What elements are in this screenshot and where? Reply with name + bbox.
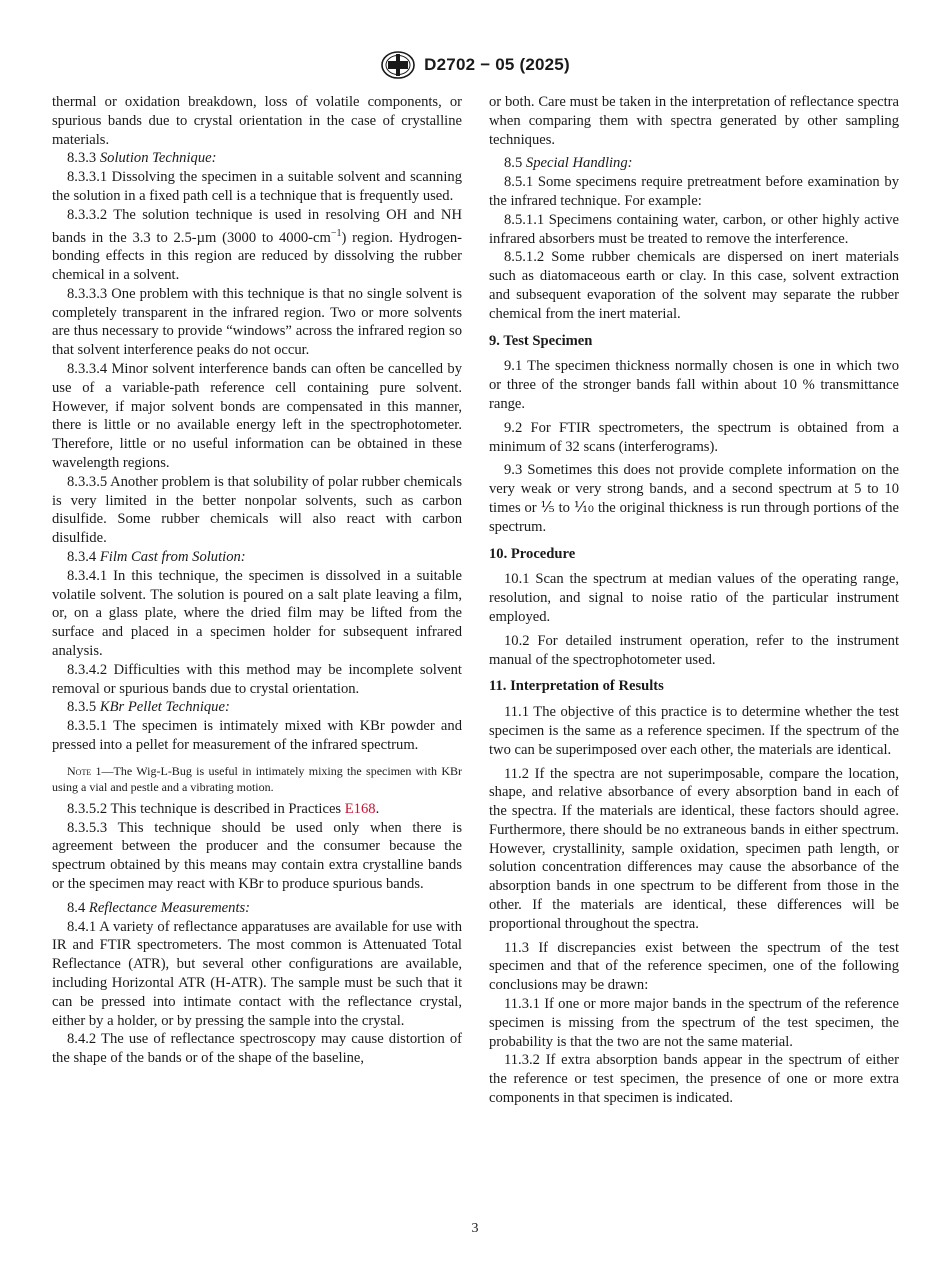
section-title: 10. Procedure: [489, 545, 576, 562]
paragraph: 8.3.3.2 The solution technique is used in resolving OH and NH bands in the 3.3 to 2.5-µm (3000 to $4000-cm^{-1}$) region. Hydrogen-bonding effects in this region are reduced by dissolving the rubber chemical in a solvent.: [52, 206, 462, 284]
paragraph: 8.3.3.4 Minor solvent interference bands can often be cancelled by use of a variable-path reference cell containing pure solvent. However, if major solvent bonds are compensated in this manner, there is little or no available energy left in the spectrophotometer. Therefore, little or no useful information can be obtained in these wavelength regions.: [52, 361, 462, 471]
paragraph: 8.4.1 A variety of reflectance apparatuses are available for use with IR and FTIR spectrometers. The most common is Attenuated Total Reflectance (ATR), but several other configurations are available, including Horizontal ATR (H-ATR). The sample must be such that it can be pressed into intimate contact with the reflectance crystal, either by a holder, or by pressing the sample into the crystal.: [52, 918, 462, 1029]
right-column: [489, 93, 899, 1108]
paragraph: 8.3.3.1 Dissolving the specimen in a suitable solvent and scanning the solution in a fixed path cell is a technique that is frequently used.: [52, 169, 462, 204]
section-heading: 8.3.3 Solution Technique:: [67, 150, 217, 167]
paragraph: 11.2 If the spectra are not superimposable, compare the location, shape, and relative absorbance of every absorption band in each of the spectra. If the materials are identical, these factors should agree. Furthermore, there should be no extraneous bands in either spectrum. However, crystallinity, sample oxidation, specimen path length, or solution concentration differences may cause the absorbance of the absorption bands in one spectrum to be different from those in the other. If the materials are identical, these differences will be proportional throughout the spectra.: [489, 765, 899, 932]
paragraph: 9.2 For FTIR spectrometers, the spectrum is obtained from a minimum of 32 scans (interferograms).: [489, 419, 899, 455]
paragraph: 8.3.5.3 This technique should be used only when there is agreement between the producer and the consumer because the spectrum obtained by this means may contain extra crystalline bands or the specimen may react with KBr to produce spurious bands.: [52, 819, 462, 892]
paragraph: 11.3 If discrepancies exist between the spectrum of the test specimen and that of the reference specimen, one of the following conclusions may be drawn:: [489, 939, 899, 994]
paragraph: 9.1 The specimen thickness normally chosen is one in which two or three of the stronger bands fall within about 10 % transmittance range.: [489, 358, 899, 412]
paragraph: thermal or oxidation breakdown, loss of volatile components, or spurious bands due to crystal orientation in the case of crystalline materials.: [52, 94, 462, 148]
paragraph: 11.3.1 If one or more major bands in the spectrum of the reference specimen is missing from the spectrum of the test specimen, the probability is that the two are not the same material.: [489, 996, 899, 1050]
document-code: D2702 − 05 (2025): [424, 55, 570, 74]
page-header: [0, 50, 950, 80]
paragraph: 8.3.3.5 Another problem is that solubility of polar rubber chemicals is very limited in the better nonpolar solvents, such as carbon disulfide. Some rubber chemicals will also react with carbon disulfide.: [52, 473, 462, 547]
paragraph: 8.4.2 The use of reflectance spectroscopy may cause distortion of the shape of the bands or of the shape of the baseline,: [52, 1031, 462, 1067]
section-title: 11. Interpretation of Results: [489, 678, 664, 695]
section-heading: 8.3.4 Film Cast from Solution:: [67, 548, 246, 565]
paragraph: or both. Care must be taken in the interpretation of reflectance spectra when comparing them with spectra generated by other sampling techniques.: [489, 94, 899, 148]
note: Note 1—The Wig-L-Bug is useful in intimately mixing the specimen with KBr using a vial and pestle and a vibrating motion.: [52, 763, 463, 794]
section-heading: 8.4 Reflectance Measurements:: [67, 899, 251, 916]
paragraph: 10.2 For detailed instrument operation, refer to the instrument manual of the spectrophotometer used.: [489, 632, 899, 668]
paragraph: 8.3.3.3 One problem with this technique is that no single solvent is completely transparent in the infrared region. Two or more solvents are thus necessary to provide “windows” across the infrared region so that solvent interference peaks do not occur.: [52, 285, 462, 359]
page-number: 3: [471, 1221, 479, 1236]
paragraph: 8.5.1.2 Some rubber chemicals are dispersed on inert materials such as diatomaceous earth or clay. In this case, solvent extraction and subsequent evaporation of the solvent may separate the rubber chemical from the inert material.: [489, 249, 899, 322]
paragraph: 8.3.5.1 The specimen is intimately mixed with KBr powder and pressed into a pellet for measurement of the infrared spectrum.: [52, 718, 462, 753]
paragraph: 8.5.1 Some specimens require pretreatment before examination by the infrared technique. For example:: [489, 174, 899, 209]
paragraph: 8.5.1.1 Specimens containing water, carbon, or other highly active infrared absorbers must be treated to remove the interference.: [489, 211, 899, 247]
paragraph: 8.3.4.2 Difficulties with this method may be incomplete solvent removal or spurious bands due to crystal orientation.: [52, 661, 462, 697]
section-title: 9. Test Specimen: [489, 332, 593, 349]
paragraph: 8.3.4.1 In this technique, the specimen is dissolved in a suitable volatile solvent. The solution is poured on a salt plate leaving a film, or, on a glass plate, where the dried film may be lifted from the surface and placed in a specimen holder for subsequent infrared analysis.: [52, 567, 462, 659]
section-heading: 8.3.5 KBr Pellet Technique:: [67, 699, 230, 716]
astm-logo-icon: [380, 50, 416, 80]
section-heading: 8.5 Special Handling:: [504, 155, 633, 172]
paragraph: 9.3 Sometimes this does not provide complete information on the very weak or very strong bands, and a second spectrum at 5 to 10 times or ⅕ to ⅒ the original thickness is run through portions of the spectrum.: [489, 462, 899, 535]
paragraph: 8.3.5.2 This technique is described in Practices E168.: [67, 800, 380, 817]
paragraph: 11.1 The objective of this practice is to determine whether the test specimen is the same as a reference specimen. If the spectrum of the two can be superimposed over each other, the materials are identical.: [489, 704, 899, 758]
paragraph: 10.1 Scan the spectrum at median values of the operating range, resolution, and signal to noise ratio of the particular instrument employed.: [489, 571, 899, 625]
paragraph: 11.3.2 If extra absorption bands appear in the spectrum of either the reference or test specimen, the presence of one or more extra components in that specimen is indicated.: [489, 1052, 899, 1107]
reference-link-e168[interactable]: E168: [344, 800, 376, 817]
left-column: [52, 93, 462, 1068]
